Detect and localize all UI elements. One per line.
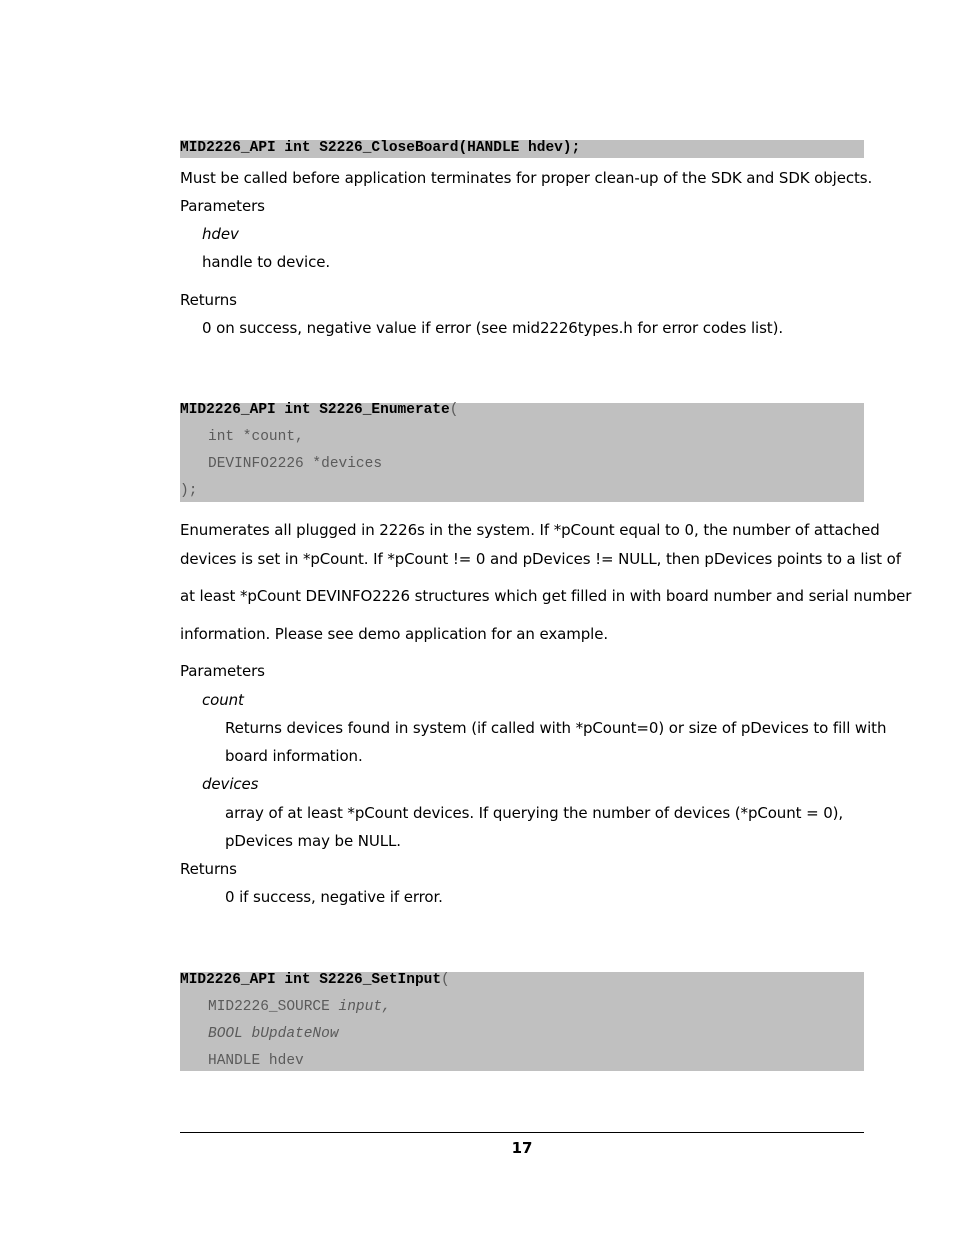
enumerate-arg-count: int *count, (208, 429, 304, 445)
enumerate-param-count-desc-1: Returns devices found in system (if called with *pCount=0) or size of pDevices to fill with (225, 719, 887, 737)
enumerate-param-devices-desc-1: array of at least *pCount devices. If querying the number of devices (*pCount = 0), (225, 804, 844, 822)
enumerate-param-devices-desc-2: pDevices may be NULL. (225, 832, 401, 850)
closeboard-param-name: hdev (202, 225, 239, 243)
page-number: 17 (511, 1139, 533, 1157)
closeboard-parameters-label: Parameters (180, 197, 265, 215)
enumerate-param-count-desc-2: board information. (225, 747, 363, 765)
closeboard-signature: MID2226_API int S2226_CloseBoard(HANDLE hdev); (180, 140, 581, 156)
enumerate-arg-devices: DEVINFO2226 *devices (208, 456, 383, 472)
setinput-arg-bupdatenow: BOOL bUpdateNow (208, 1026, 339, 1042)
closeboard-returns-desc: 0 on success, negative value if error (see mid2226types.h for error codes list). (202, 319, 783, 337)
enumerate-close: ); (180, 483, 198, 499)
setinput-code-block (180, 972, 864, 1071)
enumerate-desc-line-2: devices is set in *pCount. If *pCount != 0 and pDevices != NULL, then pDevices points to a list of (180, 550, 901, 568)
enumerate-signature: MID2226_API int S2226_Enumerate( (180, 402, 459, 418)
enumerate-desc-line-4: information. Please see demo application for an example. (180, 625, 609, 643)
setinput-signature: MID2226_API int S2226_SetInput( (180, 972, 450, 988)
enumerate-desc-line-1: Enumerates all plugged in 2226s in the system. If *pCount equal to 0, the number of attached (180, 521, 880, 539)
closeboard-returns-label: Returns (180, 291, 237, 309)
enumerate-desc-line-3: at least *pCount DEVINFO2226 structures which get filled in with board number and serial number (180, 587, 912, 605)
setinput-arg-hdev: HANDLE hdev (208, 1053, 304, 1069)
closeboard-param-desc: handle to device. (202, 253, 331, 271)
closeboard-signature-bar (180, 140, 864, 158)
enumerate-parameters-label: Parameters (180, 662, 265, 680)
setinput-arg-input: MID2226_SOURCE input, (208, 999, 391, 1015)
enumerate-param-count-name: count (202, 691, 244, 709)
enumerate-returns-desc: 0 if success, negative if error. (225, 888, 443, 906)
footer-rule (180, 1132, 864, 1133)
closeboard-description: Must be called before application terminates for proper clean-up of the SDK and SDK objects. (180, 169, 873, 187)
enumerate-param-devices-name: devices (202, 775, 259, 793)
enumerate-code-block (180, 403, 864, 502)
enumerate-returns-label: Returns (180, 860, 237, 878)
